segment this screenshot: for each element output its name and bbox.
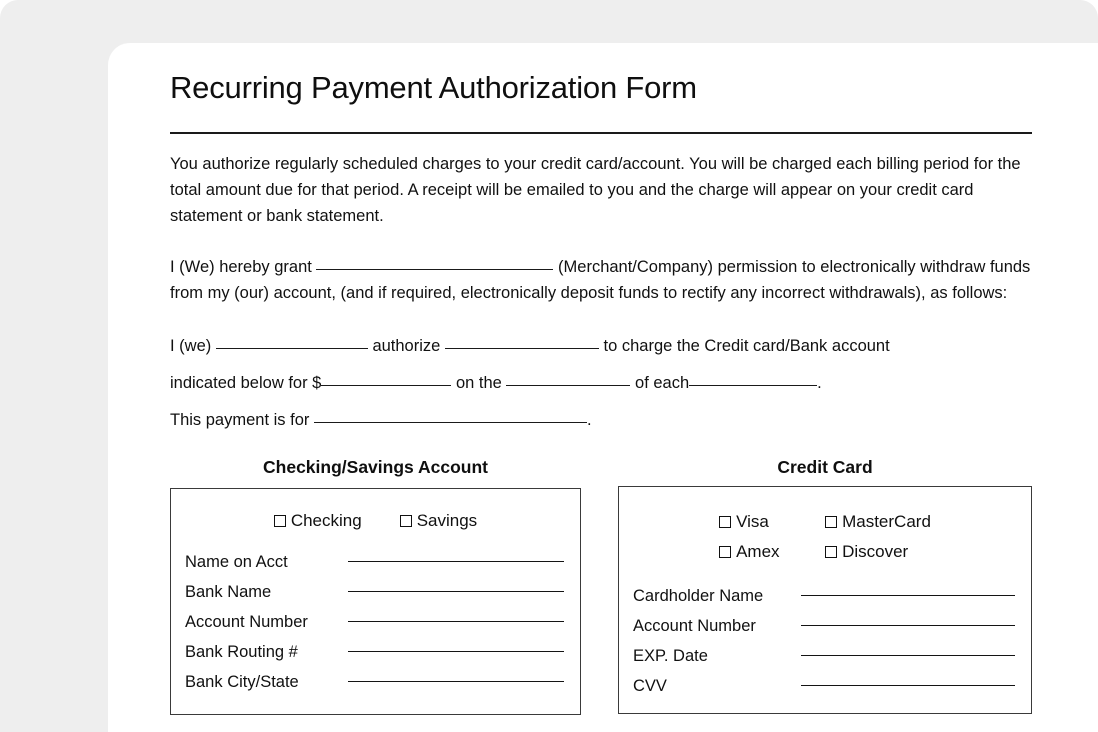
- field-label: Bank City/State: [185, 673, 299, 691]
- grant-paragraph: [170, 254, 1032, 306]
- amount-text-2: on the: [455, 374, 502, 393]
- checkbox-amex[interactable]: [719, 539, 825, 565]
- checkbox-mastercard[interactable]: [825, 509, 931, 535]
- credit-card-box: [618, 486, 1032, 714]
- authorize-line: [170, 333, 1032, 359]
- field-input-line[interactable]: [348, 621, 564, 622]
- credit-card-section: [618, 456, 1032, 715]
- payment-purpose-blank[interactable]: [314, 409, 587, 423]
- grant-text-before: I (We) hereby grant: [170, 258, 312, 277]
- credit-card-heading: Credit Card: [777, 457, 873, 477]
- checkbox-checking[interactable]: [274, 509, 362, 533]
- field-bank-name: [185, 577, 566, 607]
- field-bank-routing: [185, 637, 566, 667]
- payment-for-text: This payment is for: [170, 411, 310, 430]
- checkbox-square-icon: [825, 546, 837, 558]
- amount-text-4: .: [817, 374, 822, 393]
- authorizer-name-blank[interactable]: [216, 335, 368, 349]
- checking-savings-heading: Checking/Savings Account: [263, 457, 488, 477]
- amount-line: [170, 370, 1032, 396]
- checkbox-square-icon: [719, 516, 731, 528]
- field-bank-city-state: [185, 667, 566, 697]
- field-exp-date: [633, 641, 1017, 671]
- field-label: Name on Acct: [185, 553, 288, 571]
- field-input-line[interactable]: [801, 625, 1015, 626]
- field-card-account-number: [633, 611, 1017, 641]
- field-name-on-acct: [185, 547, 566, 577]
- checkbox-square-icon: [825, 516, 837, 528]
- field-input-line[interactable]: [801, 655, 1015, 656]
- field-label: Account Number: [633, 617, 756, 635]
- checking-savings-fields: [185, 547, 566, 697]
- checkbox-checking-label: Checking: [290, 511, 362, 530]
- field-label: EXP. Date: [633, 647, 708, 665]
- checkbox-visa-label: Visa: [736, 512, 769, 531]
- field-input-line[interactable]: [348, 651, 564, 652]
- field-label: Cardholder Name: [633, 587, 764, 605]
- field-input-line[interactable]: [348, 561, 564, 562]
- amount-blank[interactable]: [321, 372, 451, 386]
- field-label: Bank Name: [185, 583, 272, 601]
- authorize-text-2: authorize: [372, 337, 441, 356]
- account-sections: [170, 456, 1092, 715]
- checking-savings-section: [170, 456, 581, 715]
- amount-text-1: indicated below for $: [170, 374, 322, 393]
- field-input-line[interactable]: [801, 685, 1015, 686]
- checkbox-savings[interactable]: [400, 509, 477, 533]
- title-divider: [170, 132, 1032, 134]
- amount-text-3: of each: [635, 374, 690, 393]
- field-label: Account Number: [185, 613, 308, 631]
- checkbox-amex-label: Amex: [736, 542, 780, 561]
- field-input-line[interactable]: [348, 681, 564, 682]
- field-account-number: [185, 607, 566, 637]
- authorized-party-blank[interactable]: [445, 335, 599, 349]
- checkbox-discover-label: Discover: [842, 542, 909, 561]
- field-label: Bank Routing #: [185, 643, 298, 661]
- field-label: CVV: [633, 677, 667, 695]
- document-page: [108, 43, 1098, 732]
- document-body: [170, 43, 1032, 433]
- account-type-checkboxes: [185, 503, 566, 533]
- payment-for-line: [170, 407, 1032, 433]
- intro-paragraph: You authorize regularly scheduled charges to your credit card/account. You will be charged each billing period for the total amount due for that period. A receipt will be emailed to you and the charge will appear on your credit card statement or bank statement.: [170, 155, 1021, 226]
- authorize-text-3: to charge the Credit card/Bank account: [603, 337, 890, 356]
- day-blank[interactable]: [506, 372, 630, 386]
- grant-text-after: (Merchant/Company) permission to electronically withdraw funds from my (our) account, (and if required, electronically deposit funds to rectify any incorrect withdrawals), as follows:: [170, 258, 1031, 303]
- field-cardholder-name: [633, 581, 1017, 611]
- checkbox-square-icon: [274, 515, 286, 527]
- checking-savings-box: [170, 488, 581, 715]
- field-input-line[interactable]: [348, 591, 564, 592]
- period-blank[interactable]: [689, 372, 817, 386]
- checkbox-savings-label: Savings: [416, 511, 478, 530]
- field-cvv: [633, 671, 1017, 701]
- checkbox-discover[interactable]: [825, 539, 931, 565]
- field-input-line[interactable]: [801, 595, 1015, 596]
- payment-for-period: .: [586, 411, 592, 430]
- authorize-text-1: I (we): [170, 337, 212, 356]
- card-type-checkboxes: [633, 501, 1017, 565]
- checkbox-square-icon: [719, 546, 731, 558]
- checkbox-visa[interactable]: [719, 509, 825, 535]
- checkbox-square-icon: [400, 515, 412, 527]
- merchant-name-blank[interactable]: [316, 256, 553, 270]
- credit-card-fields: [633, 581, 1017, 701]
- checkbox-mastercard-label: MasterCard: [842, 512, 931, 531]
- page-title: Recurring Payment Authorization Form: [170, 70, 697, 105]
